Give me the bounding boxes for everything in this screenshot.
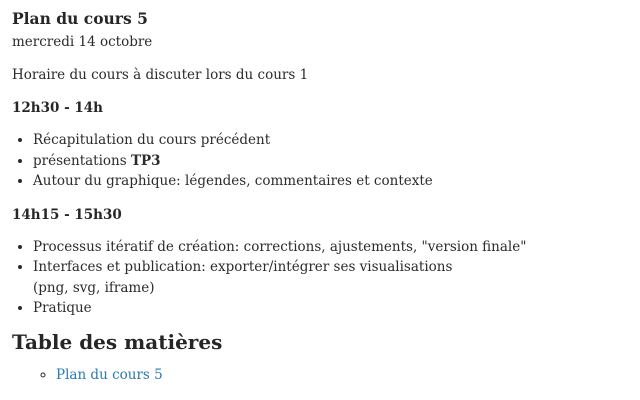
session-time-1: 12h30 - 14h: [12, 100, 103, 116]
list-item: • Pratique: [33, 298, 612, 319]
list-item: • présentations TP3: [33, 151, 612, 172]
list-item: • Autour du graphique: légendes, commentaires et contexte: [33, 171, 612, 192]
page-content: [12, 8, 612, 385]
session-time-2: 14h15 - 15h30: [12, 206, 122, 223]
session-list-2: [12, 237, 612, 319]
toc-list: [12, 365, 612, 385]
session-list-1: [12, 130, 612, 192]
list-item: • Processus itératif de création: corrections, ajustements, "version finale": [33, 237, 612, 258]
course-title: Plan du cours 5: [12, 9, 148, 28]
list-item: • Interfaces et publication: exporter/intégrer ses visualisations (png, svg, iframe): [33, 257, 473, 298]
toc-title: Table des matières: [12, 329, 223, 354]
toc-item: [56, 365, 612, 385]
tp3-label: TP3: [130, 152, 161, 169]
schedule-note: Horaire du cours à discuter lors du cours 1: [12, 67, 309, 83]
list-item: • Récapitulation du cours précédent: [33, 130, 612, 151]
toc-link-plan-du-cours-5[interactable]: Plan du cours 5: [56, 366, 163, 383]
course-date: mercredi 14 octobre: [12, 34, 153, 50]
